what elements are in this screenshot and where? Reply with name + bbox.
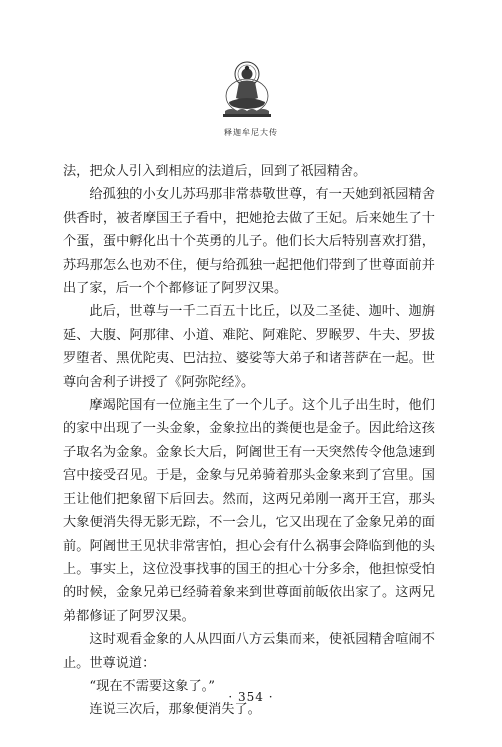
seated-buddha-icon <box>217 58 277 120</box>
body-text <box>63 160 435 722</box>
paragraph: 这时观看金象的人从四面八方云集而来，使祇园精舍喧闹不止。世尊说道： <box>63 632 435 671</box>
page-number: · 354 · <box>228 690 274 704</box>
paragraph-continuation: 法，把众人引入到相应的法道后，回到了祇园精舍。 <box>63 164 367 179</box>
paragraph: 连说三次后，那象便消失了。 <box>89 702 261 718</box>
paragraph: 摩竭陀国有一位施主生了一个儿子。这个儿子出生时，他们的家中出现了一头金象，金象拉出的粪便也是金子。因此给这孩子取名为金象。金象长大后，阿阇世王有一天突然传令他急速到宫中接受召见。于是，金象与兄弟骑着那头金象来到了宫里。国王让他们把象留下后回去。然而，这两兄弟刚一离开王宫，那头大象便消失得无影无踪，不一会儿，它又出现在了金象兄弟的面前。阿阇世王见状非常害怕，担心会有什么祸事会降临到他的头上。事实上，这位没事找事的国王的担心十分多余，他担惊受怕的时候，金象兄弟已经骑着象来到世尊面前皈依出家了。这两兄弟都修证了阿罗汉果。 <box>63 398 435 624</box>
paragraph: 此后，世尊与一千二百五十比丘，以及二圣徒、迦叶、迦旃延、大腹、阿那律、小道、难陀、阿难陀、罗睺罗、牛夫、罗拔罗堕者、黑优陀夷、巴沽拉、婆娑等大弟子和诸菩萨在一起。世尊向舍利子讲授了《阿弥陀经》。 <box>63 304 435 390</box>
paragraph: 给孤独的小女儿苏玛那非常恭敬世尊，有一天她到祇园精舍供香时，被者摩国王子看中，把她抢去做了王妃。后来她生了十个蛋，蛋中孵化出十个英勇的儿子。他们长大后特别喜欢打猎，苏玛那怎么也劝不住，便与给孤独一起把他们带到了世尊面前并出了家，后一个个都修证了阿罗汉果。 <box>63 187 435 297</box>
paragraph-quote: “现在不需要这象了。” <box>89 678 215 694</box>
running-header-title: 释迦牟尼大传 <box>224 128 278 137</box>
